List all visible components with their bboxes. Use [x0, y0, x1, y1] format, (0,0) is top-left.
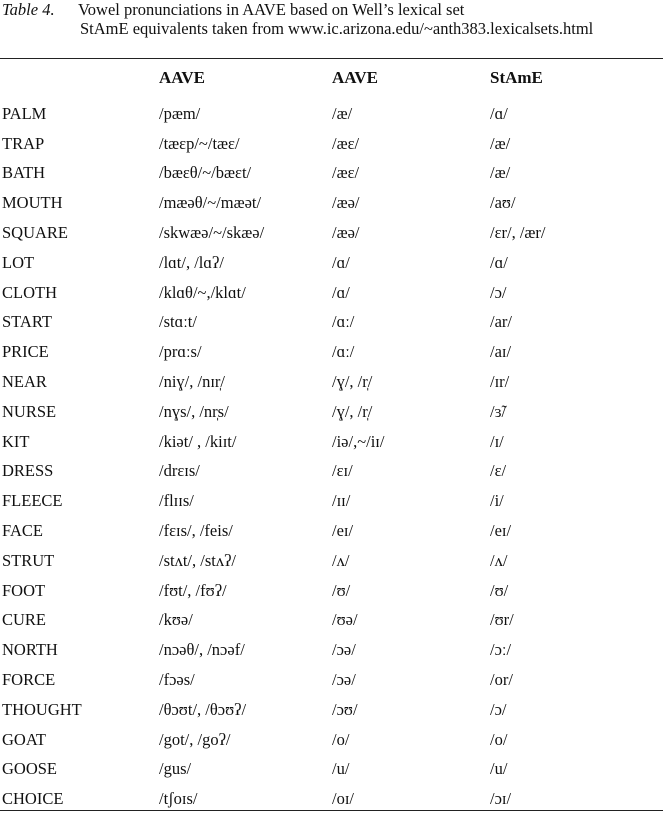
lexical-set-cell: STRUT: [2, 550, 55, 570]
lexical-set-cell: GOAT: [2, 729, 46, 749]
aave-word-cell: /fɛɪs/, /feis/: [159, 521, 233, 541]
aave-word-cell: /stʌt/, /stʌʔ/: [159, 550, 237, 570]
stame-vowel-cell: /æ/: [490, 163, 511, 183]
aave-vowel-cell: /oɪ/: [332, 789, 355, 809]
aave-vowel-cell: /æə/: [332, 193, 360, 213]
stame-vowel-cell: /ɔː/: [490, 640, 512, 660]
aave-word-cell: /kiət/ , /kiɪt/: [159, 431, 237, 451]
aave-vowel-cell: /ʊ/: [332, 580, 351, 600]
stame-vowel-cell: /ɑ/: [490, 103, 508, 123]
table-row: [0, 755, 663, 785]
aave-vowel-cell: /ɛɪ/: [332, 461, 353, 481]
stame-vowel-cell: /ɜ̃/: [490, 401, 507, 421]
stame-vowel-cell: /ɪr/: [490, 372, 510, 392]
aave-vowel-cell: /ɪɪ/: [332, 491, 351, 511]
stame-vowel-cell: /ʌ/: [490, 550, 508, 570]
lexical-set-cell: NORTH: [2, 640, 58, 660]
aave-vowel-cell: /u/: [332, 759, 350, 779]
table-row: [0, 725, 663, 755]
stame-vowel-cell: /aʊ/: [490, 193, 516, 213]
stame-vowel-cell: /ar/: [490, 312, 512, 332]
aave-vowel-cell: /ɑː/: [332, 312, 355, 332]
aave-vowel-cell: /o/: [332, 729, 350, 749]
table-row: [0, 248, 663, 278]
aave-vowel-cell: /iə/,~/iɪ/: [332, 431, 385, 451]
table-row: [0, 546, 663, 576]
aave-vowel-cell: /ɣ/, /r̩/: [332, 401, 373, 421]
stame-vowel-cell: /o/: [490, 729, 508, 749]
aave-vowel-cell: /ɑ/: [332, 252, 350, 272]
table-body: [0, 96, 663, 814]
stame-vowel-cell: /or/: [490, 670, 513, 690]
stame-vowel-cell: /ɛ/: [490, 461, 507, 481]
lexical-set-cell: DRESS: [2, 461, 54, 481]
caption-title: Vowel pronunciations in AAVE based on Well’s lexical set: [78, 0, 465, 19]
aave-word-cell: /mæəθ/~/mæət/: [159, 193, 262, 213]
aave-word-cell: /nɣs/, /nr̩s/: [159, 401, 229, 421]
lexical-set-cell: PRICE: [2, 342, 49, 362]
aave-vowel-cell: /ɔʊ/: [332, 699, 358, 719]
lexical-set-cell: CURE: [2, 610, 47, 630]
stame-vowel-cell: /æ/: [490, 133, 511, 153]
vowel-table: [0, 60, 663, 814]
aave-vowel-cell: /ɔə/: [332, 640, 356, 660]
aave-word-cell: /fɔəs/: [159, 670, 195, 690]
lexical-set-cell: START: [2, 312, 52, 332]
aave-vowel-cell: /ɑ/: [332, 282, 350, 302]
table-row: [0, 457, 663, 487]
aave-word-cell: /θɔʊt/, /θɔʊʔ/: [159, 699, 247, 719]
aave-word-cell: /prɑːs/: [159, 342, 202, 362]
aave-vowel-cell: /eɪ/: [332, 521, 354, 541]
table-row: [0, 665, 663, 695]
stame-vowel-cell: /ɛr/, /ær/: [490, 223, 546, 243]
lexical-set-cell: PALM: [2, 103, 47, 123]
table-caption: [2, 0, 662, 38]
column-header-aave-vowel: AAVE: [332, 68, 378, 87]
aave-vowel-cell: /æə/: [332, 223, 360, 243]
aave-word-cell: /flɪɪs/: [159, 491, 194, 511]
lexical-set-cell: FACE: [2, 521, 43, 541]
table-row: [0, 188, 663, 218]
table-row: [0, 427, 663, 457]
table-row: [0, 516, 663, 546]
stame-vowel-cell: /ɑ/: [490, 252, 508, 272]
lexical-set-cell: TRAP: [2, 133, 45, 153]
stame-vowel-cell: /ɪ/: [490, 431, 504, 451]
lexical-set-cell: SQUARE: [2, 223, 69, 243]
table-row: [0, 129, 663, 159]
aave-vowel-cell: /ʊə/: [332, 610, 358, 630]
table-row: [0, 695, 663, 725]
lexical-set-cell: FORCE: [2, 670, 56, 690]
lexical-set-cell: FLEECE: [2, 491, 63, 511]
aave-word-cell: /skwæə/~/skæə/: [159, 223, 265, 243]
stame-vowel-cell: /u/: [490, 759, 508, 779]
column-header-lexical-set: [0, 60, 159, 96]
table-row: [0, 278, 663, 308]
table-top-rule: [0, 58, 663, 59]
aave-word-cell: /pæm/: [159, 103, 201, 123]
table-row: [0, 218, 663, 248]
stame-vowel-cell: /aɪ/: [490, 342, 512, 362]
column-header-stame: StAmE: [490, 68, 543, 87]
table-row: [0, 367, 663, 397]
aave-word-cell: /klɑθ/~,/klɑt/: [159, 282, 246, 302]
lexical-set-cell: GOOSE: [2, 759, 58, 779]
aave-word-cell: /stɑːt/: [159, 312, 197, 332]
table-row: [0, 606, 663, 636]
table-row: [0, 576, 663, 606]
aave-word-cell: /niɣ/, /nɪr̩/: [159, 372, 225, 392]
table-row: [0, 308, 663, 338]
stame-vowel-cell: /ʊr/: [490, 610, 514, 630]
table-row: [0, 397, 663, 427]
aave-vowel-cell: /ɔə/: [332, 670, 356, 690]
aave-word-cell: /tæɛp/~/tæɛ/: [159, 133, 240, 153]
table-header-row: [0, 60, 663, 96]
lexical-set-cell: NURSE: [2, 401, 57, 421]
lexical-set-cell: NEAR: [2, 372, 47, 392]
lexical-set-cell: CLOTH: [2, 282, 57, 302]
caption-line-1: [2, 0, 662, 19]
lexical-set-cell: THOUGHT: [2, 699, 82, 719]
aave-word-cell: /fʊt/, /fʊʔ/: [159, 580, 227, 600]
aave-word-cell: /kʊə/: [159, 610, 193, 630]
stame-vowel-cell: /ɔɪ/: [490, 789, 512, 809]
table-row: [0, 337, 663, 367]
lexical-set-cell: CHOICE: [2, 789, 64, 809]
aave-word-cell: /nɔəθ/, /nɔəf/: [159, 640, 245, 660]
stame-vowel-cell: /eɪ/: [490, 521, 512, 541]
lexical-set-cell: LOT: [2, 252, 35, 272]
table-bottom-rule: [0, 810, 663, 811]
aave-word-cell: /bæɛθ/~/bæɛt/: [159, 163, 252, 183]
aave-word-cell: /lɑt/, /lɑʔ/: [159, 252, 224, 272]
aave-word-cell: /tʃoɪs/: [159, 789, 198, 809]
aave-word-cell: /got/, /goʔ/: [159, 729, 231, 749]
aave-vowel-cell: /ɣ/, /r̩/: [332, 372, 373, 392]
aave-vowel-cell: /æɛ/: [332, 163, 360, 183]
lexical-set-cell: MOUTH: [2, 193, 63, 213]
lexical-set-cell: FOOT: [2, 580, 46, 600]
aave-vowel-cell: /ɑː/: [332, 342, 355, 362]
aave-vowel-cell: /ʌ/: [332, 550, 350, 570]
aave-vowel-cell: /æ/: [332, 103, 353, 123]
caption-line-2: StAmE equivalents taken from www.ic.arizona.edu/~anth383.lexicalsets.html: [80, 19, 594, 38]
stame-vowel-cell: /ɔ/: [490, 282, 507, 302]
caption-label: Table 4.: [2, 0, 55, 19]
column-header-aave-word: AAVE: [159, 68, 205, 87]
aave-vowel-cell: /æɛ/: [332, 133, 360, 153]
stame-vowel-cell: /ʊ/: [490, 580, 509, 600]
lexical-set-cell: KIT: [2, 431, 30, 451]
table-row: [0, 635, 663, 665]
table-row: [0, 486, 663, 516]
stame-vowel-cell: /i/: [490, 491, 504, 511]
table-row: [0, 159, 663, 189]
table-row: [0, 96, 663, 129]
stame-vowel-cell: /ɔ/: [490, 699, 507, 719]
aave-word-cell: /drɛɪs/: [159, 461, 200, 481]
lexical-set-cell: BATH: [2, 163, 46, 183]
aave-word-cell: /gus/: [159, 759, 192, 779]
